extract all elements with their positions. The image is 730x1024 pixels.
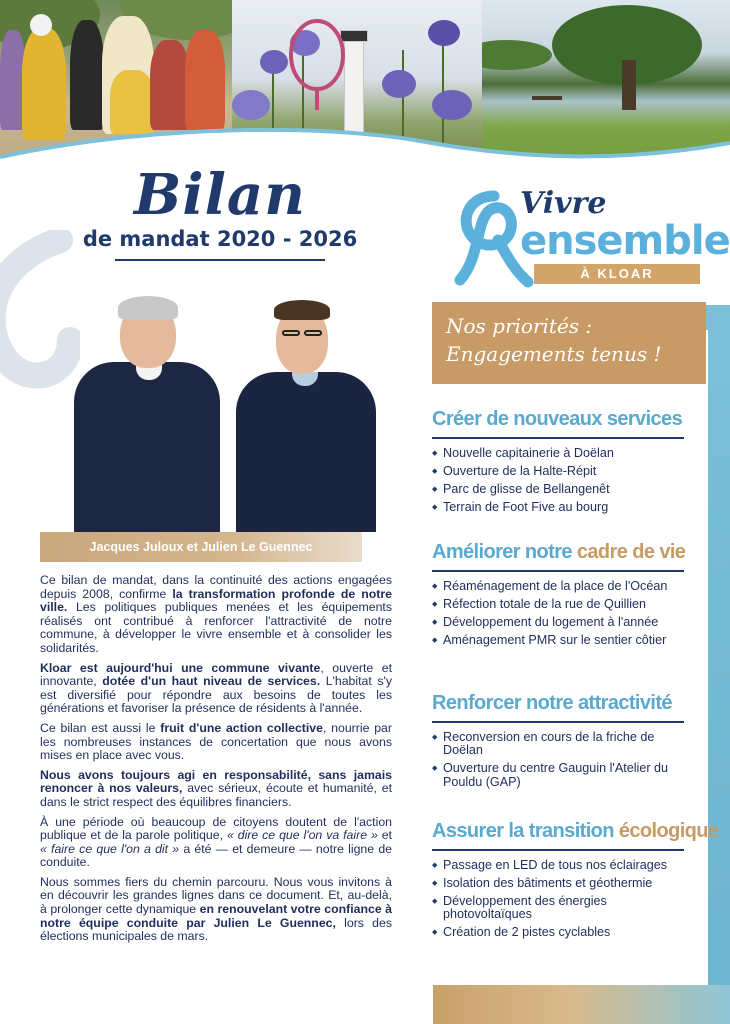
- section-list: [432, 731, 690, 790]
- list-item: ◆ Terrain de Foot Five au bourg: [432, 501, 690, 515]
- section-rule: [432, 437, 684, 439]
- section-title: Améliorer notre cadre de vie: [432, 541, 686, 563]
- section-list: [432, 580, 690, 648]
- section-title: Créer de nouveaux services: [432, 408, 683, 430]
- top-photo-banner: [0, 0, 730, 175]
- paragraph: Nous sommes fiers du chemin parcouru. Nous vous invitons à en découvrir les grandes lignes dans ce document. Et, au-delà, à prolonger cette dynamique en renouvelant votre confiance à notre équipe conduite par Julien Le Guennec, lors des élections municipales de mars.: [40, 874, 392, 944]
- paragraph: Kloar est aujourd'hui une commune vivante, ouverte et innovante, dotée d'un haut niveau de services. L'habitat s'y est diversifié pour répondre aux besoins de toutes les générations et favoriser la présence de résidents à l'année.: [40, 660, 392, 716]
- section-rule: [432, 570, 684, 572]
- list-item: ◆ Reconversion en cours de la friche de Doëlan: [432, 731, 690, 758]
- section-title: Assurer la transition écologique: [432, 820, 719, 842]
- logo-vivre: Vivre: [520, 186, 607, 221]
- section-attractivite: [432, 692, 690, 794]
- editorial-text: [40, 574, 392, 950]
- photo-caption: Jacques Juloux et Julien Le Guennec: [40, 532, 362, 562]
- list-item: ◆ Développement du logement à l'année: [432, 616, 690, 630]
- list-item: ◆ Réaménagement de la place de l'Océan: [432, 580, 690, 594]
- section-title: Renforcer notre attractivité: [432, 692, 672, 714]
- list-item: ◆ Passage en LED de tous nos éclairages: [432, 859, 690, 873]
- list-item: ◆ Nouvelle capitainerie à Doëlan: [432, 447, 690, 461]
- list-item: ◆ Parc de glisse de Bellangenêt: [432, 483, 690, 497]
- document-title: [40, 162, 400, 261]
- paragraph: Nous avons toujours agi en responsabilité, sans jamais renoncer à nos valeurs, avec sérieux, écoute et humanité, et dans le strict respect des équilibres financiers.: [40, 767, 393, 809]
- paragraph: À une période où beaucoup de citoyens doutent de l'action publique et de la parole politique, « dire ce que l'on va faire » et « faire ce que l'on a dit » a été — et demeure — notre ligne de conduite.: [40, 814, 392, 870]
- section-rule: [432, 849, 684, 851]
- list-item: ◆ Réfection totale de la rue de Quillien: [432, 598, 690, 612]
- list-item: ◆ Création de 2 pistes cyclables: [432, 926, 690, 940]
- section-cadre-de-vie: [432, 541, 690, 652]
- title-main: Bilan: [134, 162, 306, 228]
- list-item: ◆ Ouverture de la Halte-Répit: [432, 465, 690, 479]
- paragraph: Ce bilan est aussi le fruit d'une action collective, nourrie par les nombreuses instances de concertation que nous avons mises en place avec vous.: [40, 720, 392, 763]
- right-accent-stripe: [705, 305, 730, 1024]
- photo-candidates: [60, 292, 390, 532]
- list-item: ◆ Ouverture du centre Gauguin l'Atelier du Pouldu (GAP): [432, 762, 690, 789]
- vivre-ensemble-logo: [450, 180, 730, 290]
- paragraph: Ce bilan de mandat, dans la continuité des actions engagées depuis 2008, confirme la transformation profonde de notre ville. Les politiques publiques menées et les équipements réalisés ont contribué à renforcer l'attractivité de notre commune, à développer le vivre ensemble et à consolider les solidarités.: [40, 573, 392, 655]
- priorities-banner: [432, 302, 706, 384]
- list-item: ◆ Aménagement PMR sur le sentier côtier: [432, 634, 690, 648]
- section-transition-ecologique: [432, 820, 719, 944]
- list-item: ◆ Développement des énergies photovoltaïques: [432, 895, 690, 922]
- section-list: [432, 447, 690, 515]
- section-list: [432, 859, 690, 940]
- priorities-line-1: Nos priorités :: [446, 314, 593, 338]
- bottom-accent-band: [433, 985, 730, 1024]
- list-item: ◆ Isolation des bâtiments et géothermie: [432, 877, 690, 891]
- title-underline: [115, 259, 325, 261]
- section-rule: [432, 721, 684, 723]
- priorities-line-2: Engagements tenus !: [446, 342, 662, 366]
- logo-tagline: À KLOAR: [534, 264, 700, 284]
- title-subtitle: de mandat 2020 - 2026: [82, 227, 358, 251]
- section-services: [432, 408, 690, 519]
- logo-ensemble: ensemble: [520, 218, 730, 264]
